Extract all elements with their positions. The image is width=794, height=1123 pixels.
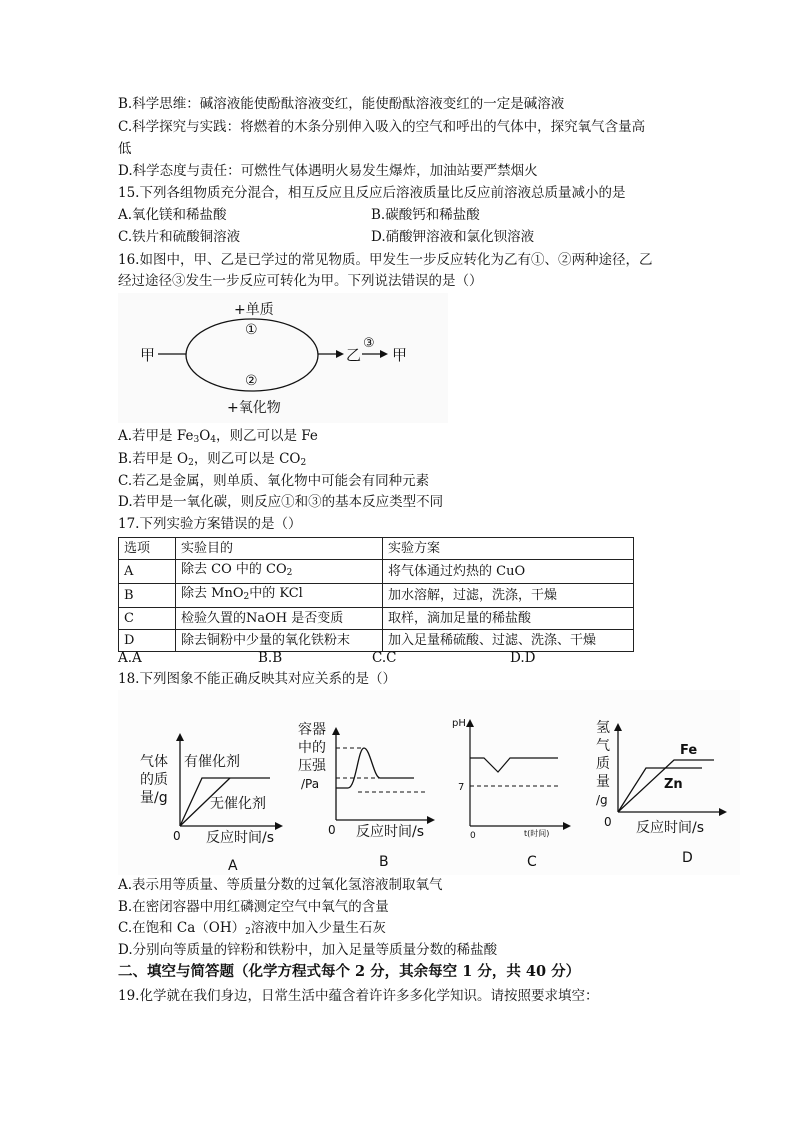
q16-conversion-diagram xyxy=(118,293,448,423)
option-b-line: B.科学思维：碱溶液能使酚酞溶液变红，能使酚酞溶液变红的一定是碱溶液 xyxy=(118,96,565,112)
q17-answer-b: B.B xyxy=(258,650,283,666)
caption-c: C xyxy=(527,854,537,870)
svg-text:的质: 的质 xyxy=(140,772,168,788)
header-purpose: 实验目的 xyxy=(176,538,383,560)
q18-option-c: C.在饱和 $Ca(OH)_2$溶液中加入少量生石灰 xyxy=(118,920,386,937)
q18-option-d: D.分别向等质量的锌粉和铁粉中，加入足量等质量分数的稀盐酸 xyxy=(118,942,498,958)
svg-text:反应时间/s: 反应时间/s xyxy=(356,824,425,840)
label-zn: Zn xyxy=(664,777,683,792)
svg-text:反应时间/s: 反应时间/s xyxy=(636,820,705,836)
q18-option-a: A.表示用等质量、等质量分数的过氧化氢溶液制取氧气 xyxy=(118,877,443,893)
q16-option-b: B.若甲是 $O_2$，则乙可以是 $CO_2$ xyxy=(118,451,307,468)
q19-stem: 19.化学就在我们身边，日常生活中蕴含着许许多多化学知识。请按照要求填空： xyxy=(118,988,599,1004)
q17-answer-a: A.A xyxy=(118,650,142,666)
q16-option-c: C.若乙是金属，则单质、氧化物中可能会有同种元素 xyxy=(118,473,430,489)
option-c-line: C.科学探究与实践：将燃着的木条分别伸入吸入的空气和呼出的气体中，探究氧气含量高 xyxy=(118,119,646,135)
header-option: 选项 xyxy=(119,538,176,560)
svg-text:0: 0 xyxy=(604,815,612,829)
header-plan: 实验方案 xyxy=(383,538,634,560)
table-header-row xyxy=(119,538,634,560)
fig-bottom-label: +氧化物 xyxy=(227,400,281,416)
q17-table xyxy=(118,537,634,652)
svg-text:t(时间): t(时间) xyxy=(524,829,550,838)
svg-text:量/g: 量/g xyxy=(140,790,168,806)
svg-text:容器: 容器 xyxy=(298,722,326,738)
fig-route-1: ① xyxy=(245,322,258,338)
label-without-catalyst: 无催化剂 xyxy=(210,796,266,812)
svg-text:/Pa: /Pa xyxy=(301,777,320,791)
q16-stem-2: 经过途径③发生一步反应可转化为甲。下列说法错误的是（） xyxy=(118,273,483,289)
option-c-line-cont: 低 xyxy=(118,141,132,157)
caption-d: D xyxy=(682,850,693,866)
fig-jia-left: 甲 xyxy=(140,346,156,364)
q15-option-b: B.碳酸钙和稀盐酸 xyxy=(371,207,480,223)
q15-option-a: A.氧化镁和稀盐酸 xyxy=(118,207,227,223)
label-fe: Fe xyxy=(680,743,698,758)
q18-stem: 18.下列图象不能正确反映其对应关系的是（） xyxy=(118,671,396,687)
svg-text:量: 量 xyxy=(596,774,610,790)
table-row: B 除去 MnO$_2$中的 KCl 加水溶解，过滤，洗涤，干燥 xyxy=(119,584,634,608)
fig-route-2: ② xyxy=(245,373,258,389)
svg-text:0: 0 xyxy=(328,823,336,837)
svg-text:中的: 中的 xyxy=(298,740,326,756)
svg-text:反应时间/s: 反应时间/s xyxy=(206,830,275,846)
svg-text:0: 0 xyxy=(470,831,476,841)
svg-text:/g: /g xyxy=(596,793,608,807)
q16-stem-1: 16.如图中，甲、乙是已学过的常见物质。甲发生一步反应转化为乙有①、②两种途径，乙 xyxy=(118,252,653,268)
fig-yi: 乙 xyxy=(346,346,362,364)
q18-graphs xyxy=(118,690,740,875)
fig-route-3: ③ xyxy=(363,336,375,351)
fig-jia-right: 甲 xyxy=(392,346,408,364)
table-row: D 除去铜粉中少量的氧化铁粉末 加入足量稀硫酸、过滤、洗涤、干燥 xyxy=(119,630,634,652)
q15-option-c: C.铁片和硫酸铜溶液 xyxy=(118,229,241,245)
q16-option-a: A.若甲是 $Fe_3O_4$，则乙可以是 Fe xyxy=(118,428,318,445)
svg-text:7: 7 xyxy=(458,782,465,793)
table-row: C 检验久置的NaOH 是否变质 取样，滴加足量的稀盐酸 xyxy=(119,608,634,630)
q17-answer-c: C.C xyxy=(372,650,397,666)
q17-stem: 17.下列实验方案错误的是（） xyxy=(118,516,302,532)
svg-text:0: 0 xyxy=(173,829,181,843)
caption-b: B xyxy=(379,854,389,870)
q16-option-d: D.若甲是一氧化碳，则反应①和③的基本反应类型不同 xyxy=(118,494,444,510)
fig-top-label: +单质 xyxy=(234,302,274,318)
label-with-catalyst: 有催化剂 xyxy=(184,754,240,770)
caption-a: A xyxy=(228,858,238,874)
table-row: A 除去 CO 中的 $CO_2$ 将气体通过灼热的 CuO xyxy=(119,560,634,584)
q18-option-b: B.在密闭容器中用红磷测定空气中氧气的含量 xyxy=(118,899,389,915)
q17-answer-d: D.D xyxy=(510,650,536,666)
q15-option-d: D.硝酸钾溶液和氯化钡溶液 xyxy=(371,229,535,245)
q15-stem: 15.下列各组物质充分混合，相互反应且反应后溶液质量比反应前溶液总质量减小的是 xyxy=(118,185,626,201)
svg-text:气: 气 xyxy=(596,738,610,754)
section-2-title: 二、填空与简答题（化学方程式每个 2 分，其余每空 1 分，共 40 分） xyxy=(118,963,581,980)
svg-text:气体: 气体 xyxy=(140,754,168,770)
option-d-line: D.科学态度与责任：可燃性气体遇明火易发生爆炸，加油站要严禁烟火 xyxy=(118,163,538,179)
svg-text:压强: 压强 xyxy=(298,758,326,774)
svg-text:质: 质 xyxy=(596,756,610,772)
svg-text:pH: pH xyxy=(452,718,466,729)
svg-text:氢: 氢 xyxy=(596,720,610,736)
